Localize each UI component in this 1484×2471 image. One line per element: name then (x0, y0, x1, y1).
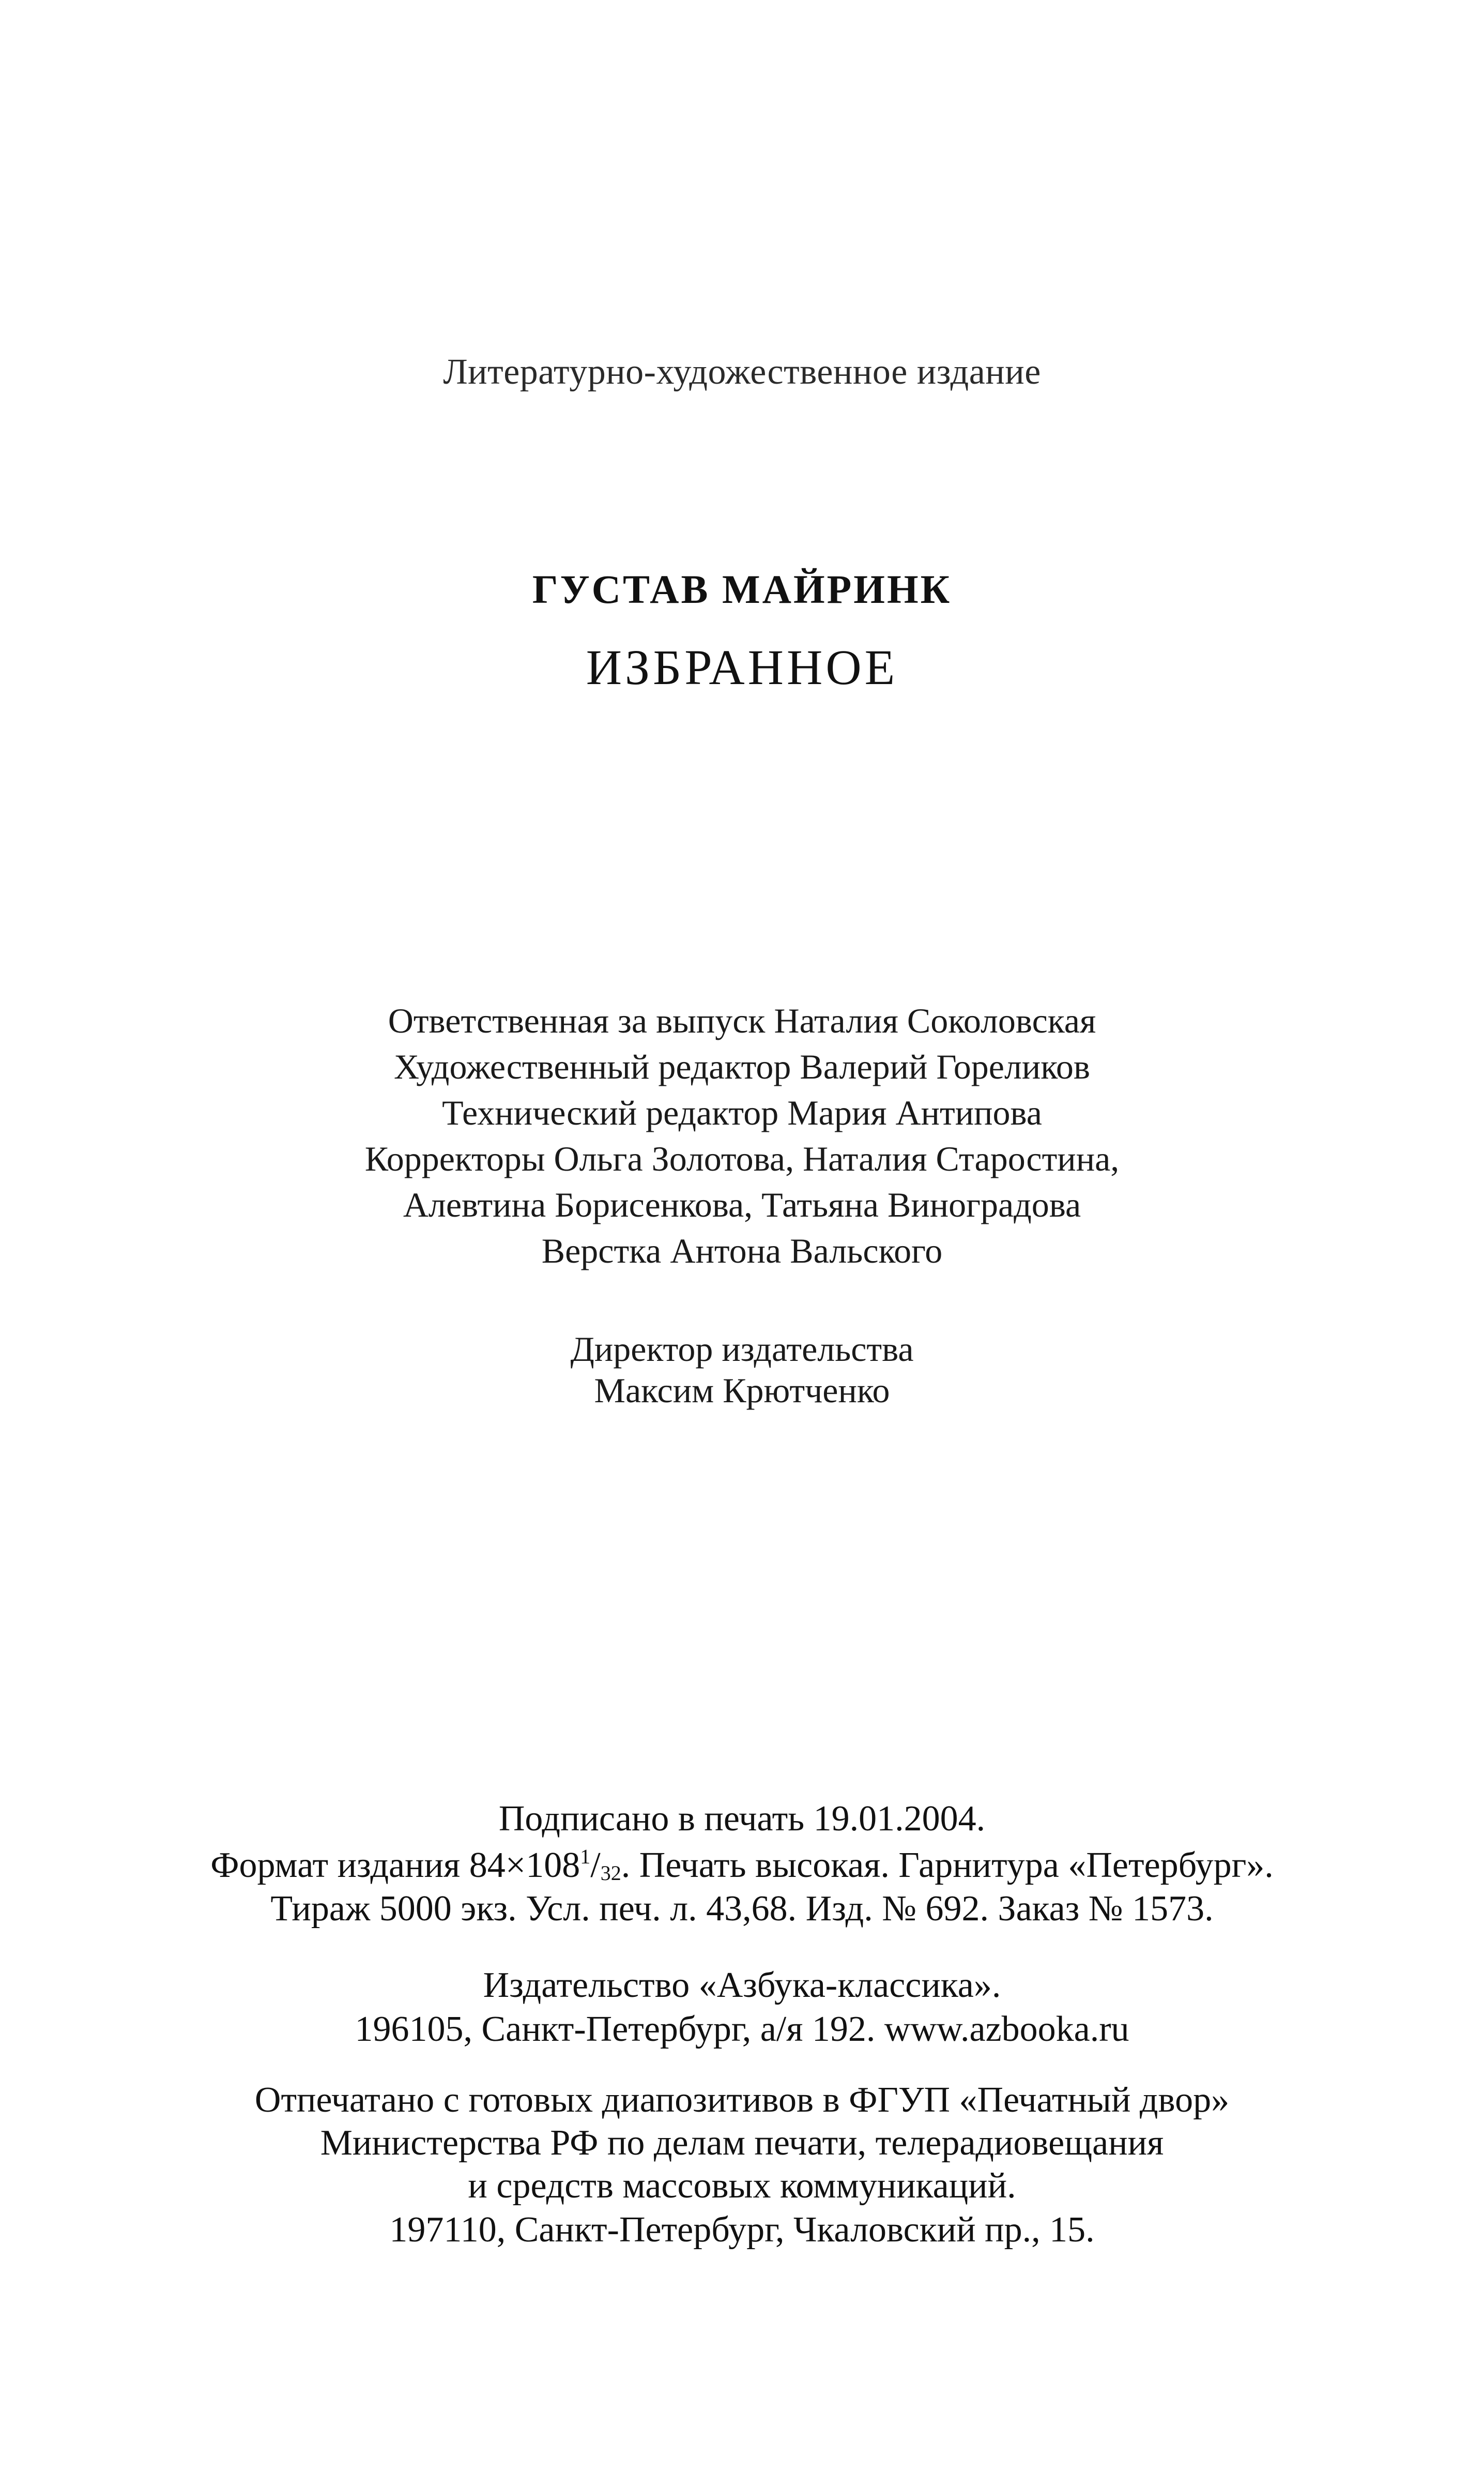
format-prefix: Формат издания 84×108 (210, 1845, 580, 1885)
publisher-name: Издательство «Азбука-классика». (483, 1965, 1001, 2005)
credit-line: Технический редактор Мария Антипова (442, 1093, 1042, 1132)
book-title: ИЗБРАННОЕ (586, 640, 898, 695)
credit-line: Корректоры Ольга Золотова, Наталия Старостина, (364, 1139, 1120, 1178)
printer-line: Отпечатано с готовых диапозитивов в ФГУП «Печатный двор» (254, 2080, 1230, 2120)
printer-line: и средств массовых коммуникаций. (468, 2166, 1016, 2206)
credit-line: Верстка Антона Вальского (541, 1231, 943, 1270)
format-fraction-numerator: 1 (580, 1845, 591, 1868)
fraction-slash: / (590, 1845, 601, 1885)
credit-line: Алевтина Борисенкова, Татьяна Виноградова (403, 1185, 1081, 1224)
publisher-address: 196105, Санкт-Петербург, а/я 192. www.azbooka.ru (355, 2009, 1129, 2049)
director-role: Директор издательства (570, 1329, 914, 1369)
edition-type: Литературно-художественное издание (443, 352, 1041, 392)
printer-line: Министерства РФ по делам печати, телерадиовещания (320, 2123, 1164, 2163)
print-run-line: Тираж 5000 экз. Усл. печ. л. 43,68. Изд. № 692. Заказ № 1573. (270, 1889, 1214, 1929)
format-fraction-denominator: 32 (600, 1861, 621, 1885)
signed-to-print: Подписано в печать 19.01.2004. (498, 1799, 986, 1839)
credit-line: Художественный редактор Валерий Гореликов (394, 1047, 1090, 1086)
format-line (0, 1845, 1484, 1886)
credit-line: Ответственная за выпуск Наталия Соколовская (388, 1001, 1096, 1040)
author-name: ГУСТАВ МАЙРИНК (532, 567, 952, 612)
printer-line: 197110, Санкт-Петербург, Чкаловский пр., 15. (389, 2210, 1095, 2250)
director-name: Максим Крютченко (594, 1371, 890, 1410)
format-suffix: . Печать высокая. Гарнитура «Петербург». (621, 1845, 1274, 1885)
